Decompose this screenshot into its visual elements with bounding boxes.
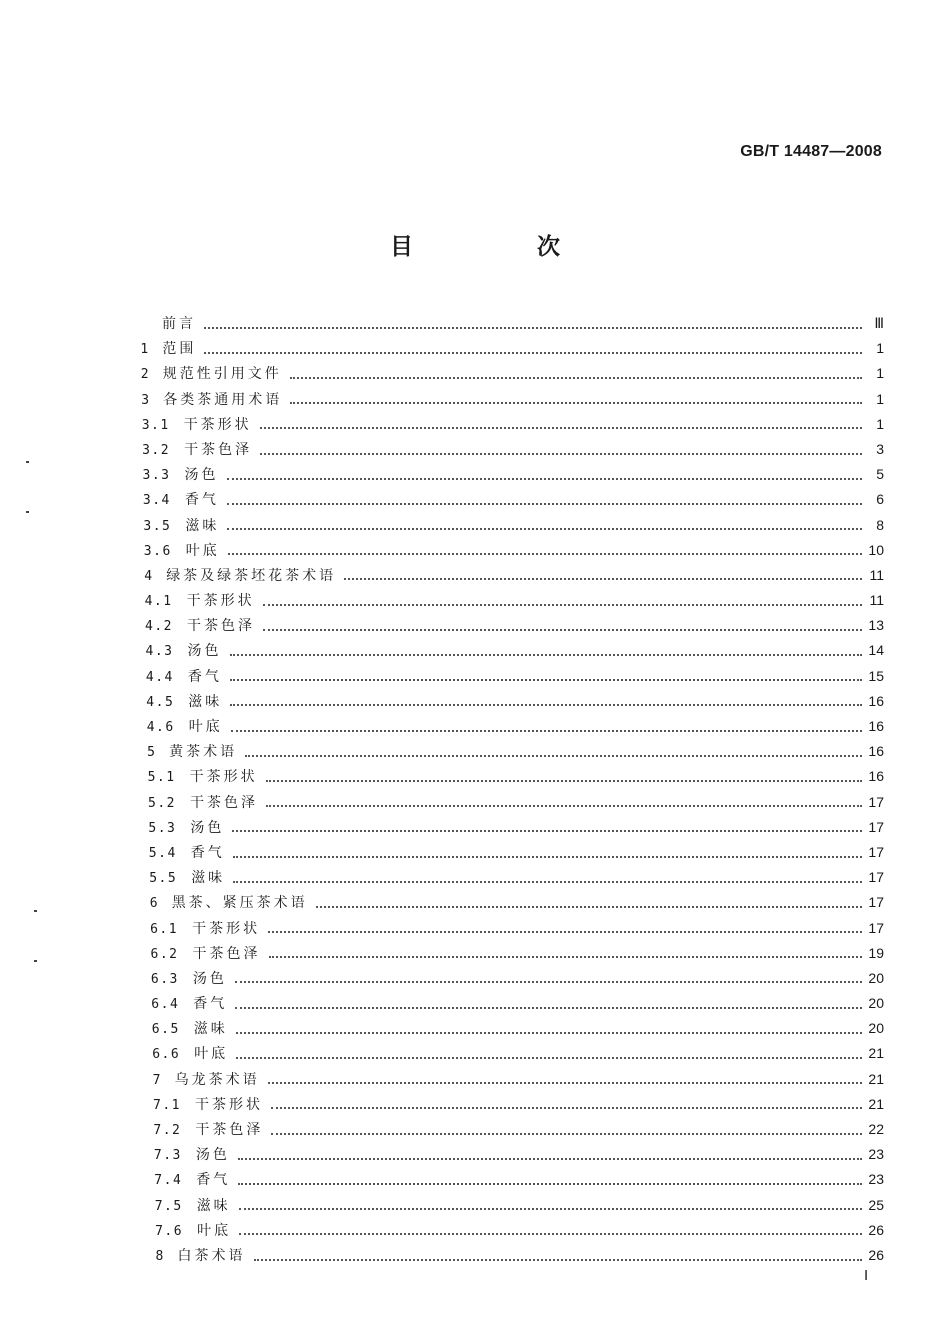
toc-entry-title: 叶底 <box>194 1046 229 1063</box>
toc-entry-title: 滋味 <box>185 517 220 534</box>
toc-entry-page: 17 <box>868 793 884 810</box>
toc-entry-title: 香气 <box>187 668 222 685</box>
toc-dot-leader <box>204 327 862 329</box>
toc-dot-leader <box>230 704 862 706</box>
toc-dot-leader <box>290 377 862 379</box>
toc-dot-leader <box>269 956 863 958</box>
toc-dot-leader <box>344 578 862 580</box>
toc-entry-title: 规范性引用文件 <box>162 366 282 383</box>
toc-entry[interactable] <box>140 387 884 412</box>
toc-entry-number: 6.4 <box>151 997 180 1013</box>
toc-entry-title: 滋味 <box>193 1021 228 1038</box>
toc-entry-number: 7.6 <box>155 1223 184 1239</box>
toc-entry-title: 黑茶、紧压茶术语 <box>171 895 308 912</box>
toc-entry-page: 20 <box>868 1020 884 1037</box>
toc-dot-leader <box>268 1082 862 1084</box>
toc-dot-leader <box>290 402 862 404</box>
toc-entry-page: 23 <box>868 1171 884 1188</box>
toc-entry[interactable] <box>140 1117 884 1142</box>
toc-dot-leader <box>316 906 862 908</box>
toc-entry-page: 21 <box>868 1095 884 1112</box>
toc-entry-number: 4 <box>144 568 154 584</box>
toc-entry-number: 6.1 <box>150 921 179 937</box>
toc-entry-number: 5.2 <box>148 795 176 811</box>
toc-entry-number: 3.2 <box>142 442 171 458</box>
toc-entry-page: 25 <box>868 1196 884 1213</box>
toc-entry[interactable] <box>140 412 884 437</box>
toc-entry-number: 7 <box>152 1072 162 1088</box>
page-title: 目 次 <box>389 234 618 260</box>
toc-entry-title: 干茶色泽 <box>192 945 261 962</box>
toc-dot-leader <box>233 881 862 883</box>
toc-entry[interactable] <box>140 966 884 991</box>
toc-entry-page: 17 <box>868 894 884 911</box>
toc-dot-leader <box>239 1233 862 1235</box>
toc-entry-number: 7.4 <box>154 1173 183 1189</box>
toc-entry-number: 3.6 <box>143 543 172 559</box>
toc-entry-page: 16 <box>868 718 884 734</box>
toc-entry[interactable] <box>140 638 884 663</box>
toc-entry-title: 滋味 <box>196 1197 231 1214</box>
toc-entry-title: 干茶色泽 <box>190 794 258 811</box>
toc-entry-title: 干茶形状 <box>192 920 261 937</box>
toc-entry[interactable] <box>140 815 884 840</box>
toc-entry[interactable] <box>140 462 884 487</box>
toc-entry-title: 干茶色泽 <box>195 1122 264 1138</box>
toc-entry[interactable] <box>140 991 884 1016</box>
toc-entry-number: 4.3 <box>145 644 174 660</box>
toc-entry-number: 3.3 <box>142 468 171 484</box>
toc-entry-number: 3.1 <box>141 417 170 433</box>
toc-entry[interactable] <box>140 916 884 941</box>
toc-dot-leader <box>263 604 862 606</box>
toc-dot-leader <box>230 679 862 681</box>
toc-dot-leader <box>232 830 862 832</box>
toc-dot-leader <box>235 981 862 983</box>
toc-entry-number: 4.1 <box>144 594 173 610</box>
toc-entry-page: 17 <box>868 919 884 936</box>
toc-dot-leader <box>227 528 862 530</box>
toc-entry-page: 17 <box>868 843 884 860</box>
toc-entry-number: 4.2 <box>145 619 173 635</box>
toc-entry-number: 5.4 <box>148 845 177 861</box>
toc-entry-page: 5 <box>876 466 884 483</box>
toc-entry-page: 17 <box>868 869 884 886</box>
toc-entry[interactable] <box>140 689 884 714</box>
toc-entry-title: 香气 <box>190 844 225 861</box>
toc-dot-leader <box>230 654 863 656</box>
toc-entry-number: 6.3 <box>150 971 179 987</box>
toc-entry-page: 17 <box>868 818 884 835</box>
toc-entry[interactable] <box>140 714 884 739</box>
toc-entry[interactable] <box>140 1041 884 1066</box>
toc-entry-page: 13 <box>868 617 884 634</box>
toc-entry-page: 1 <box>876 390 884 407</box>
toc-entry[interactable] <box>140 790 884 815</box>
toc-entry-page: 21 <box>868 1045 884 1062</box>
toc-entry-title: 乌龙茶术语 <box>174 1071 260 1088</box>
toc-dot-leader <box>260 453 862 455</box>
toc-entry-title: 汤色 <box>187 643 222 660</box>
toc-entry-number: 4.4 <box>145 669 174 685</box>
toc-dot-leader <box>266 780 862 782</box>
toc-entry-number: 6 <box>149 896 160 912</box>
toc-dot-leader <box>235 1007 862 1009</box>
toc-dot-leader <box>236 1057 862 1059</box>
toc-entry-number: 5.5 <box>149 871 178 887</box>
toc-dot-leader <box>263 629 862 631</box>
toc-entry-page: 26 <box>868 1221 884 1238</box>
toc-entry[interactable] <box>140 739 884 764</box>
toc-entry[interactable] <box>140 1243 884 1268</box>
toc-dot-leader <box>271 1133 862 1135</box>
toc-entry[interactable] <box>140 941 884 966</box>
toc-entry-title: 范围 <box>162 341 197 358</box>
table-of-contents <box>140 311 884 1268</box>
toc-entry-page: 19 <box>868 944 884 961</box>
toc-entry-title: 干茶形状 <box>189 769 258 786</box>
toc-entry-page: 16 <box>868 768 884 785</box>
scan-speck <box>34 910 37 912</box>
toc-entry-number: 8 <box>155 1248 165 1264</box>
toc-entry-page: 26 <box>868 1246 884 1263</box>
toc-dot-leader <box>245 755 862 757</box>
toc-entry-number: 5.1 <box>147 770 176 786</box>
toc-entry-title: 绿茶及绿茶坯花茶术语 <box>166 567 337 584</box>
toc-dot-leader <box>231 730 862 732</box>
toc-entry-title: 汤色 <box>192 970 227 987</box>
toc-entry[interactable] <box>140 1067 884 1092</box>
toc-entry-number: 7.3 <box>153 1148 182 1164</box>
toc-entry-page: 15 <box>868 667 884 684</box>
toc-entry[interactable] <box>140 1167 884 1192</box>
toc-entry[interactable] <box>140 361 884 386</box>
toc-entry[interactable] <box>140 890 884 915</box>
toc-dot-leader <box>238 1158 862 1160</box>
toc-entry-number: 3.4 <box>142 493 171 509</box>
toc-entry-title: 前言 <box>162 316 196 332</box>
toc-entry-title: 叶底 <box>197 1222 232 1239</box>
toc-entry-number: 5.3 <box>148 820 177 836</box>
toc-entry-page: 11 <box>869 566 884 583</box>
toc-entry[interactable] <box>140 1092 884 1117</box>
toc-entry-number: 7.1 <box>153 1097 181 1113</box>
toc-entry-number: 6.5 <box>151 1022 180 1038</box>
toc-entry-title: 汤色 <box>190 819 225 836</box>
toc-entry-title: 干茶色泽 <box>187 618 255 635</box>
toc-dot-leader <box>228 553 862 555</box>
scan-speck <box>26 461 29 463</box>
toc-entry[interactable] <box>140 437 884 462</box>
toc-entry-number: 5 <box>147 745 157 761</box>
toc-entry-page: 1 <box>876 415 884 432</box>
scan-speck <box>26 511 29 513</box>
toc-entry-title: 叶底 <box>185 542 220 559</box>
toc-dot-leader <box>236 1032 862 1034</box>
toc-entry-number: 3.5 <box>143 518 172 534</box>
toc-entry-page: 14 <box>868 642 884 659</box>
toc-entry[interactable] <box>140 664 884 689</box>
toc-entry-title: 干茶形状 <box>186 593 255 610</box>
toc-entry-number: 4.6 <box>146 720 175 735</box>
toc-entry-page: 20 <box>868 969 884 986</box>
toc-entry-number: 2 <box>140 367 151 383</box>
toc-dot-leader <box>227 503 862 505</box>
toc-entry-title: 滋味 <box>191 870 226 887</box>
toc-entry-title: 香气 <box>184 492 219 509</box>
standard-code: GB/T 14487—2008 <box>740 143 882 160</box>
toc-entry-title: 叶底 <box>188 719 223 735</box>
toc-entry-title: 白茶术语 <box>177 1247 246 1264</box>
toc-entry-page: 1 <box>876 340 884 357</box>
toc-entry-page: 6 <box>876 491 884 508</box>
toc-entry-number: 7.2 <box>153 1123 182 1138</box>
toc-dot-leader <box>233 856 862 858</box>
toc-dot-leader <box>204 352 862 354</box>
toc-entry-number: 6.2 <box>150 946 179 962</box>
toc-entry[interactable] <box>140 1218 884 1243</box>
toc-entry[interactable] <box>140 563 884 588</box>
toc-entry-title: 香气 <box>193 996 228 1013</box>
toc-entry-title: 干茶色泽 <box>184 441 253 458</box>
toc-entry[interactable] <box>140 613 884 638</box>
toc-entry-page: 8 <box>876 516 884 533</box>
toc-entry-title: 滋味 <box>188 693 223 710</box>
toc-entry-number: 6.6 <box>152 1047 181 1063</box>
toc-entry-title: 各类茶通用术语 <box>163 391 283 408</box>
toc-entry-page: Ⅲ <box>874 315 884 331</box>
toc-entry-page: 3 <box>876 440 884 457</box>
toc-entry-page: 16 <box>868 743 884 760</box>
toc-entry[interactable] <box>140 311 884 336</box>
toc-entry-title: 干茶形状 <box>183 416 252 433</box>
toc-dot-leader <box>227 478 863 480</box>
page-number: Ⅰ <box>864 1269 869 1284</box>
toc-entry[interactable] <box>140 588 884 613</box>
toc-dot-leader <box>260 427 862 429</box>
toc-entry[interactable] <box>140 865 884 890</box>
toc-entry-page: 23 <box>868 1146 884 1163</box>
toc-entry-number: 4.5 <box>146 694 175 710</box>
toc-entry-page: 10 <box>868 541 884 558</box>
scan-speck <box>34 960 37 962</box>
toc-entry-number: 1 <box>140 342 150 358</box>
toc-entry[interactable] <box>140 336 884 361</box>
toc-entry[interactable] <box>140 487 884 512</box>
toc-entry-number: 3 <box>141 392 151 408</box>
toc-entry[interactable] <box>140 538 884 563</box>
toc-dot-leader <box>254 1259 863 1261</box>
toc-entry-number: 7.5 <box>154 1198 183 1214</box>
toc-entry-page: 21 <box>868 1070 884 1087</box>
toc-entry-page: 11 <box>869 592 884 609</box>
toc-entry-page: 1 <box>876 365 884 382</box>
toc-entry-title: 香气 <box>196 1172 231 1189</box>
toc-entry-page: 20 <box>868 995 884 1012</box>
toc-entry-title: 干茶形状 <box>195 1096 263 1113</box>
toc-entry[interactable] <box>140 840 884 865</box>
toc-entry-page: 16 <box>868 692 884 709</box>
toc-entry-title: 汤色 <box>195 1147 230 1164</box>
toc-entry-title: 汤色 <box>184 467 219 484</box>
toc-dot-leader <box>268 931 862 933</box>
toc-entry[interactable] <box>140 513 884 538</box>
toc-dot-leader <box>238 1183 862 1185</box>
toc-entry[interactable] <box>140 764 884 789</box>
toc-dot-leader <box>266 805 862 807</box>
toc-entry[interactable] <box>140 1142 884 1167</box>
toc-entry[interactable] <box>140 1016 884 1041</box>
toc-dot-leader <box>271 1107 862 1109</box>
toc-entry[interactable] <box>140 1193 884 1218</box>
toc-entry-title: 黄茶术语 <box>169 744 238 761</box>
toc-entry-page: 22 <box>868 1121 884 1137</box>
toc-dot-leader <box>239 1208 862 1210</box>
